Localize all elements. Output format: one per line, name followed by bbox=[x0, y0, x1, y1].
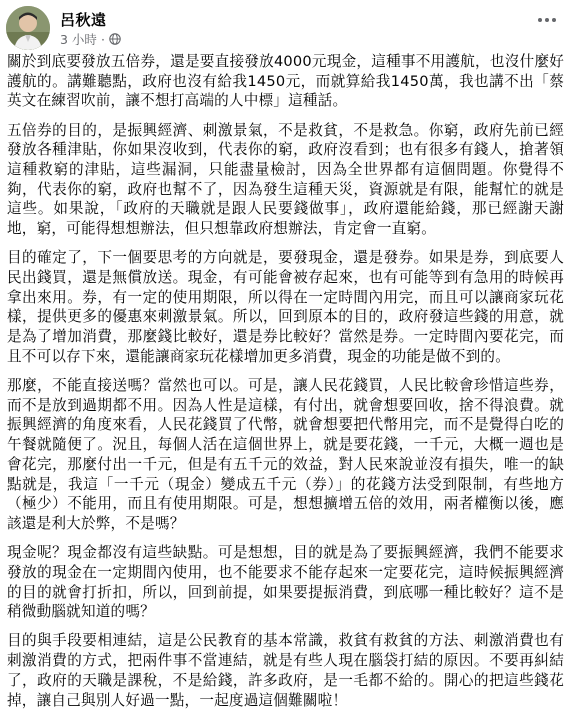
avatar-image bbox=[6, 6, 50, 50]
post-time[interactable]: 3 小時 bbox=[60, 32, 97, 47]
post-meta bbox=[60, 30, 121, 48]
globe-icon[interactable] bbox=[109, 33, 121, 45]
post-body bbox=[7, 52, 564, 720]
meta-separator: · bbox=[100, 31, 105, 47]
post-paragraph: 現金呢？現金都沒有這些缺點。可是想想，目的就是為了要振興經濟，我們不能要求發放的現金在一定期間內使用，也不能要求不能存起來一定要花完，這時候振興經濟的目的就會打折扣，所以，回到前提，如果要提振消費，到底哪一種比較好？這不是稍微動腦就知道的嗎？ bbox=[7, 544, 564, 621]
avatar[interactable] bbox=[6, 6, 50, 50]
post-paragraph: 關於到底要發放五倍券，還是要直接發放4000元現金，這種事不用護航，也沒什麼好護航的。講難聽點，政府也沒有給我1450元，而就算給我1450萬，我也講不出「蔡英文在練習吹前，讓不想打高端的人中標」這種話。 bbox=[7, 53, 564, 110]
post-header bbox=[6, 6, 563, 50]
post-paragraph: 那麼，不能直接送嗎？當然也可以。可是，讓人民花錢買，人民比較會珍惜這些券，而不是放到過期都不用。因為人性是這樣，有付出，就會想要回收，捨不得浪費。就振興經濟的角度來看，人民花錢買了代幣，就會想要把代幣用完，而不是覺得白吃的午餐就隨便了。況且，每個人活在這個世界上，就是要花錢，一千元，大概一週也是會花完，那麼付出一千元，但是有五千元的效益，對人民來說並沒有損失，唯一的缺點就是，我這「一千元（現金）變成五千元（券）」的花錢方法受到限制，有些地方（極少）不能用，而且有使用期限。可是，想想擴增五倍的效用，兩者權衡以後，應該還是利大於弊，不是嗎？ bbox=[7, 377, 564, 532]
post-paragraph: 目的與手段要相連結，這是公民教育的基本常識，救貧有救貧的方法、刺激消費也有刺激消費的方式，把兩件事不當連結，就是有些人現在腦袋打結的原因。不要再糾結了，政府的天職是課稅，不是給錢，許多政府，是一毛都不給的。開心的把這些錢花掉，讓自己與別人好過一點，一起度過這個難關啦！ bbox=[7, 632, 564, 709]
author-name[interactable]: 呂秋遠 bbox=[60, 11, 107, 29]
post-paragraph: 目的確定了，下一個要思考的方向就是，要發現金，還是發券。如果是券，到底要人民出錢買，還是無償放送。現金，有可能會被存起來，也有可能等到有急用的時候再拿出來用。券，有一定的使用期限，所以得在一定時間內用完，而且可以讓商家玩花樣，提供更多的優惠來刺激景氣。所以，回到原本的目的，政府發這些錢的用意，就是為了增加消費，那麼錢比較好，還是券比較好？當然是券。一定時間內要花完，而且不可以存下來，還能讓商家玩花樣增加更多消費，現金的功能是做不到的。 bbox=[7, 249, 564, 365]
post-paragraph: 五倍券的目的，是振興經濟、刺激景氣，不是救貧，不是救急。你窮，政府先前已經發放各種津貼，你如果沒收到，代表你的窮，政府沒看到；也有很多有錢人，搶著領這種救窮的津貼，這些漏洞，只能盡量檢討，因為全世界都有這個問題。你覺得不夠，代表你的窮，政府也幫不了，因為發生這種天災，資源就是有限，能幫忙的就是這些。如果說，「政府的天職就是跟人民要錢做事」，政府還能給錢，那已經謝天謝地，窮，可能得想想辦法，但只想靠政府想辦法，肯定會一直窮。 bbox=[7, 121, 564, 238]
more-options-icon[interactable] bbox=[533, 10, 561, 30]
